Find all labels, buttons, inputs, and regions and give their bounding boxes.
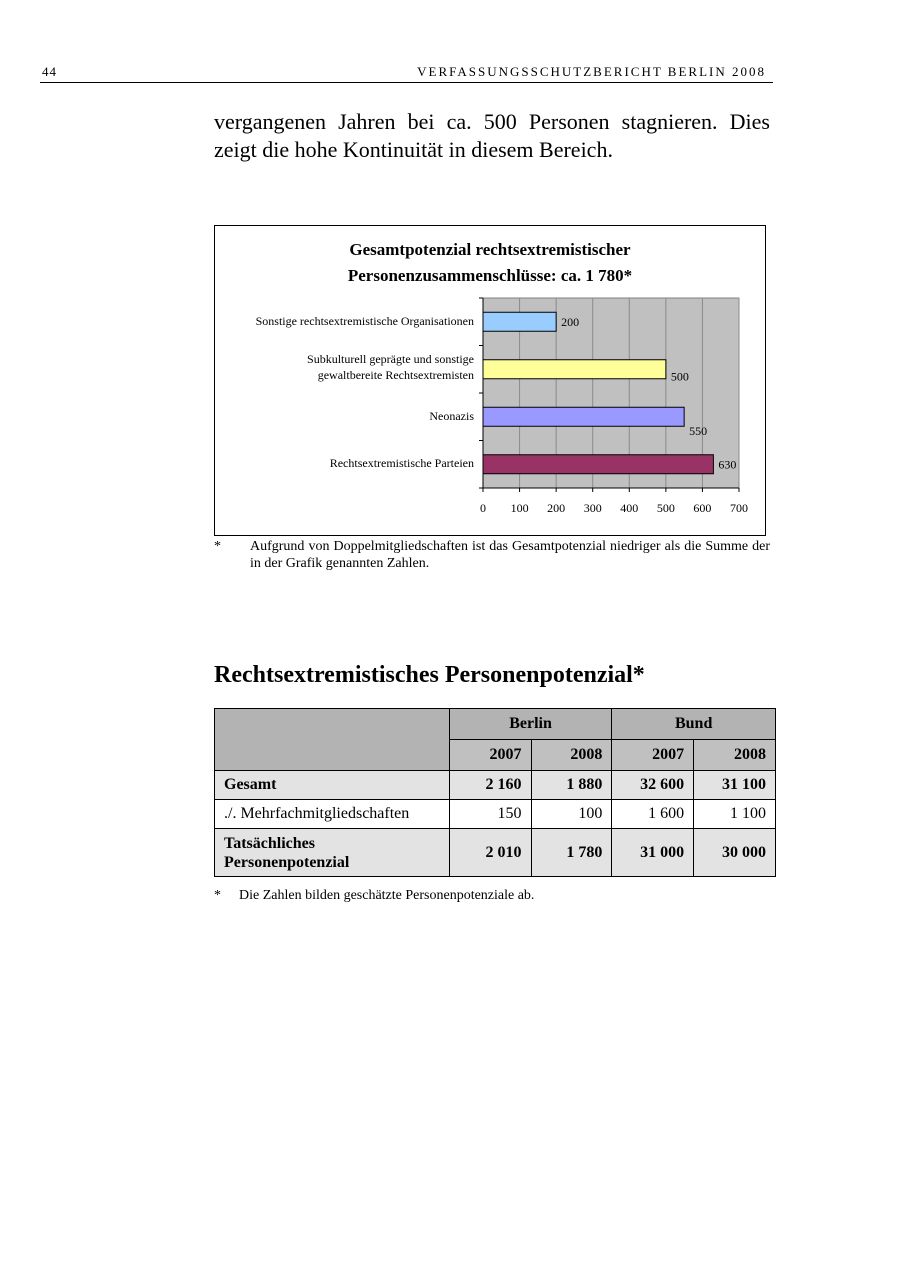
category-label-line1: Subkulturell geprägte und sonstige [307,352,474,366]
row-label: Gesamt [215,771,450,800]
running-header: VERFASSUNGSSCHUTZBERICHT BERLIN 2008 [417,64,766,79]
group-header-bund: Bund [612,709,776,740]
footnote-marker: * [214,539,221,554]
chart-title-line2: Personenzusammenschlüsse: ca. 1 780* [347,266,633,285]
bar-value-label: 500 [670,369,689,384]
bar [483,455,713,474]
row-label: ./. Mehrfachmitgliedschaften [215,800,450,829]
footnote-text: Die Zahlen bilden geschätzte Personenpotenziale ab. [239,888,535,903]
category-label-line2: gewaltbereite Rechtsextremisten [317,368,474,382]
category-label-line1: Rechtsextremistische Parteien [329,456,474,470]
footnote-text: Aufgrund von Doppelmitgliedschaften ist das Gesamtpotenzial niedriger als die Summe der in der Grafik genannten Zahlen. [250,539,770,571]
table-header-row [215,709,776,740]
bar [483,360,666,379]
category-label-line1: Sonstige rechtsextremistische Organisationen [255,314,474,328]
group-header-berlin: Berlin [449,709,612,740]
intro-paragraph: vergangenen Jahren bei ca. 500 Personen stagnieren. Dies zeigt die hohe Kontinuität in diesem Bereich. [214,109,770,162]
bar-value-label: 630 [718,457,737,472]
bar-value-label: 550 [689,423,708,438]
year-header: 2007 [612,740,694,771]
category-label-line1: Neonazis [429,409,474,423]
table-cell: 32 600 [612,771,694,800]
bar [483,312,556,331]
page-number: 44 [42,64,57,79]
x-tick-label: 300 [583,501,602,515]
x-tick-label: 400 [620,501,639,515]
table-row [215,771,776,800]
year-header: 2008 [531,740,612,771]
x-tick-label: 200 [547,501,566,515]
table-row [215,829,776,877]
row-label [215,829,450,877]
row-label-line1: Tatsächliches [224,834,315,852]
table-cell: 2 160 [449,771,531,800]
table-cell: 150 [449,800,531,829]
table-cell: 31 100 [694,771,776,800]
table-cell: 1 780 [531,829,612,877]
bar-chart [214,225,766,536]
personenpotenzial-table [214,708,776,877]
table-cell: 31 000 [612,829,694,877]
x-tick-label: 500 [656,501,675,515]
table-cell: 2 010 [449,829,531,877]
chart-footnote [214,538,770,572]
chart-title-line1: Gesamtpotenzial rechtsextremistischer [349,240,631,259]
chart-plot [215,226,765,535]
table-row [215,800,776,829]
x-tick-label: 600 [693,501,712,515]
year-header: 2007 [449,740,531,771]
table-cell: 30 000 [694,829,776,877]
row-label-line2: Personenpotenzial [224,853,350,871]
table-cell: 1 600 [612,800,694,829]
bar-value-label: 200 [561,314,580,329]
table-cell: 100 [531,800,612,829]
year-header: 2008 [694,740,776,771]
bar [483,407,684,426]
table-cell: 1 100 [694,800,776,829]
header-rule [40,82,773,83]
table-corner-cell [215,709,450,771]
footnote-marker: * [214,888,221,903]
table-cell: 1 880 [531,771,612,800]
x-tick-label: 0 [480,501,486,515]
x-tick-label: 100 [510,501,529,515]
table-footnote [214,887,534,904]
x-tick-label: 700 [730,501,748,515]
section-heading: Rechtsextremistisches Personenpotenzial* [214,662,645,688]
